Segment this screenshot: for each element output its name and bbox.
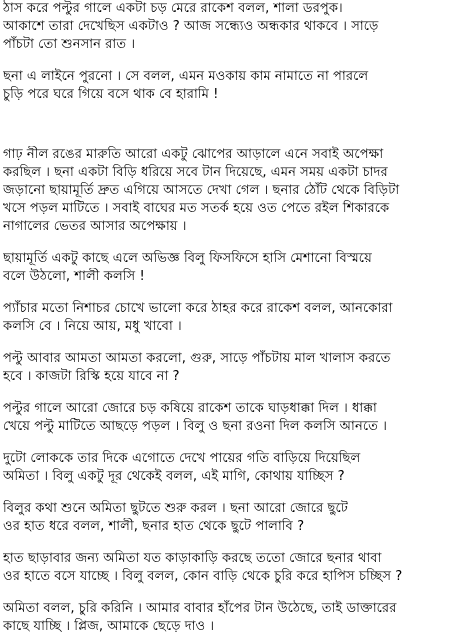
text-line: দুটো লোককে তার দিকে এগোতে দেখে পায়ের গতি বাড়িয়ে দিয়েছিল xyxy=(3,451,361,466)
paragraph-6 xyxy=(3,350,450,386)
paragraph-11 xyxy=(3,600,450,636)
text-line: কলসি বে । নিয়ে আয়, মধু খাবো । xyxy=(3,319,182,334)
text-line: প্যাঁচার মতো নিশাচর চোখে ভালো করে ঠাহর করে রাকেশ বলল, আনকোরা xyxy=(3,301,393,316)
text-line: অমিতা । বিলু একটু দূর থেকেই বলল, এই মাগি, কোথায় যাচ্ছিস ? xyxy=(3,469,345,484)
paragraph-7 xyxy=(3,400,450,436)
paragraph-9 xyxy=(3,500,450,536)
text-line: বিলুর কথা শুনে অমিতা ছুটতে শুরু করল । ছনা আরো জোরে ছুটে xyxy=(3,501,348,516)
text-line: বলে উঠলো, শালী কলসি ! xyxy=(3,269,145,284)
text-line: হাত ছাড়াবার জন্য অমিতা যত কাড়াকাড়ি করছে ততো জোরে ছনার থাবা xyxy=(3,551,382,566)
text-line: গাঢ় নীল রঙের মারুতি আরো একটু ঝোপের আড়ালে এনে সবাই অপেক্ষা xyxy=(3,147,384,162)
text-line: হবে । কাজটা রিস্কি হয়ে যাবে না ? xyxy=(3,369,180,384)
section-break xyxy=(3,132,450,146)
text-line: ছায়ামূর্তি একটু কাছে এলে অভিজ্ঞ বিলু ফিসফিসে হাসি মেশানো বিস্ময়ে xyxy=(3,251,372,266)
text-line: আকাশে তারা দেখেছিস একটাও ? আজ সন্ধ্যেও অন্ধকার থাকবে । সাড়ে xyxy=(3,19,379,34)
paragraph-2 xyxy=(3,68,450,104)
text-line: পল্টু আবার আমতা আমতা করলো, গুরু, সাড়ে পাঁচটায় মাল খালাস করতে xyxy=(3,351,391,366)
text-line: অমিতা বলল, চুরি করিনি । আমার বাবার হাঁপের টান উঠেছে, তাই ডাক্তারের xyxy=(3,601,397,616)
text-line: করছিল । ছনা একটা বিড়ি ধরিয়ে সবে টান দিয়েছে, এমন সময় একটা চাদর xyxy=(3,165,388,180)
text-line: খসে পড়ল মাটিতে । সবাই বাঘের মত সতর্ক হয়ে ওত পেতে রইল শিকারকে xyxy=(3,201,390,216)
text-line: ঠাস করে পল্টুর গালে একটা চড় মেরে রাকেশ বলল, শালা ডরপুক। xyxy=(3,1,343,16)
text-line: ওর হাতে বসে যাচ্ছে । বিলু বলল, কোন বাড়ি থেকে চুরি করে হাপিস চচ্ছিস ? xyxy=(3,569,403,584)
text-line: ছনা এ লাইনে পুরনো । সে বলল, এমন মওকায় কাম নামাতে না পারলে xyxy=(3,69,369,84)
text-line: নাগালের ভেতর আসার অপেক্ষায় । xyxy=(3,219,187,234)
section-break xyxy=(3,118,450,132)
paragraph-1 xyxy=(3,0,450,54)
text-line: খেয়ে পল্টু মাটিতে আছড়ে পড়ল । বিলু ও ছনা রওনা দিল কলসি আনতে । xyxy=(3,419,387,434)
paragraph-8 xyxy=(3,450,450,486)
text-line: পাঁচটা তো শুনসান রাত । xyxy=(3,37,136,52)
text-line: কাছে যাচ্ছি । প্লিজ, আমাকে ছেড়ে দাও । xyxy=(3,619,215,634)
paragraph-10 xyxy=(3,550,450,586)
paragraph-3 xyxy=(3,146,450,236)
paragraph-5 xyxy=(3,300,450,336)
paragraph-4 xyxy=(3,250,450,286)
text-line: চুড়ি পরে ঘরে গিয়ে বসে থাক বে হারামি ! xyxy=(3,87,219,102)
text-line: পল্টুর গালে আরো জোরে চড় কষিয়ে রাকেশ তাকে ঘাড়ধাক্কা দিল । ধাক্কা xyxy=(3,401,377,416)
text-line: ওর হাত ধরে বলল, শালী, ছনার হাত থেকে ছুটে পালাবি ? xyxy=(3,519,305,534)
text-line: জড়ানো ছায়ামূর্তি দ্রুত এগিয়ে আসতে দেখা গেল । ছনার ঠোঁট থেকে বিড়িটা xyxy=(3,183,400,198)
